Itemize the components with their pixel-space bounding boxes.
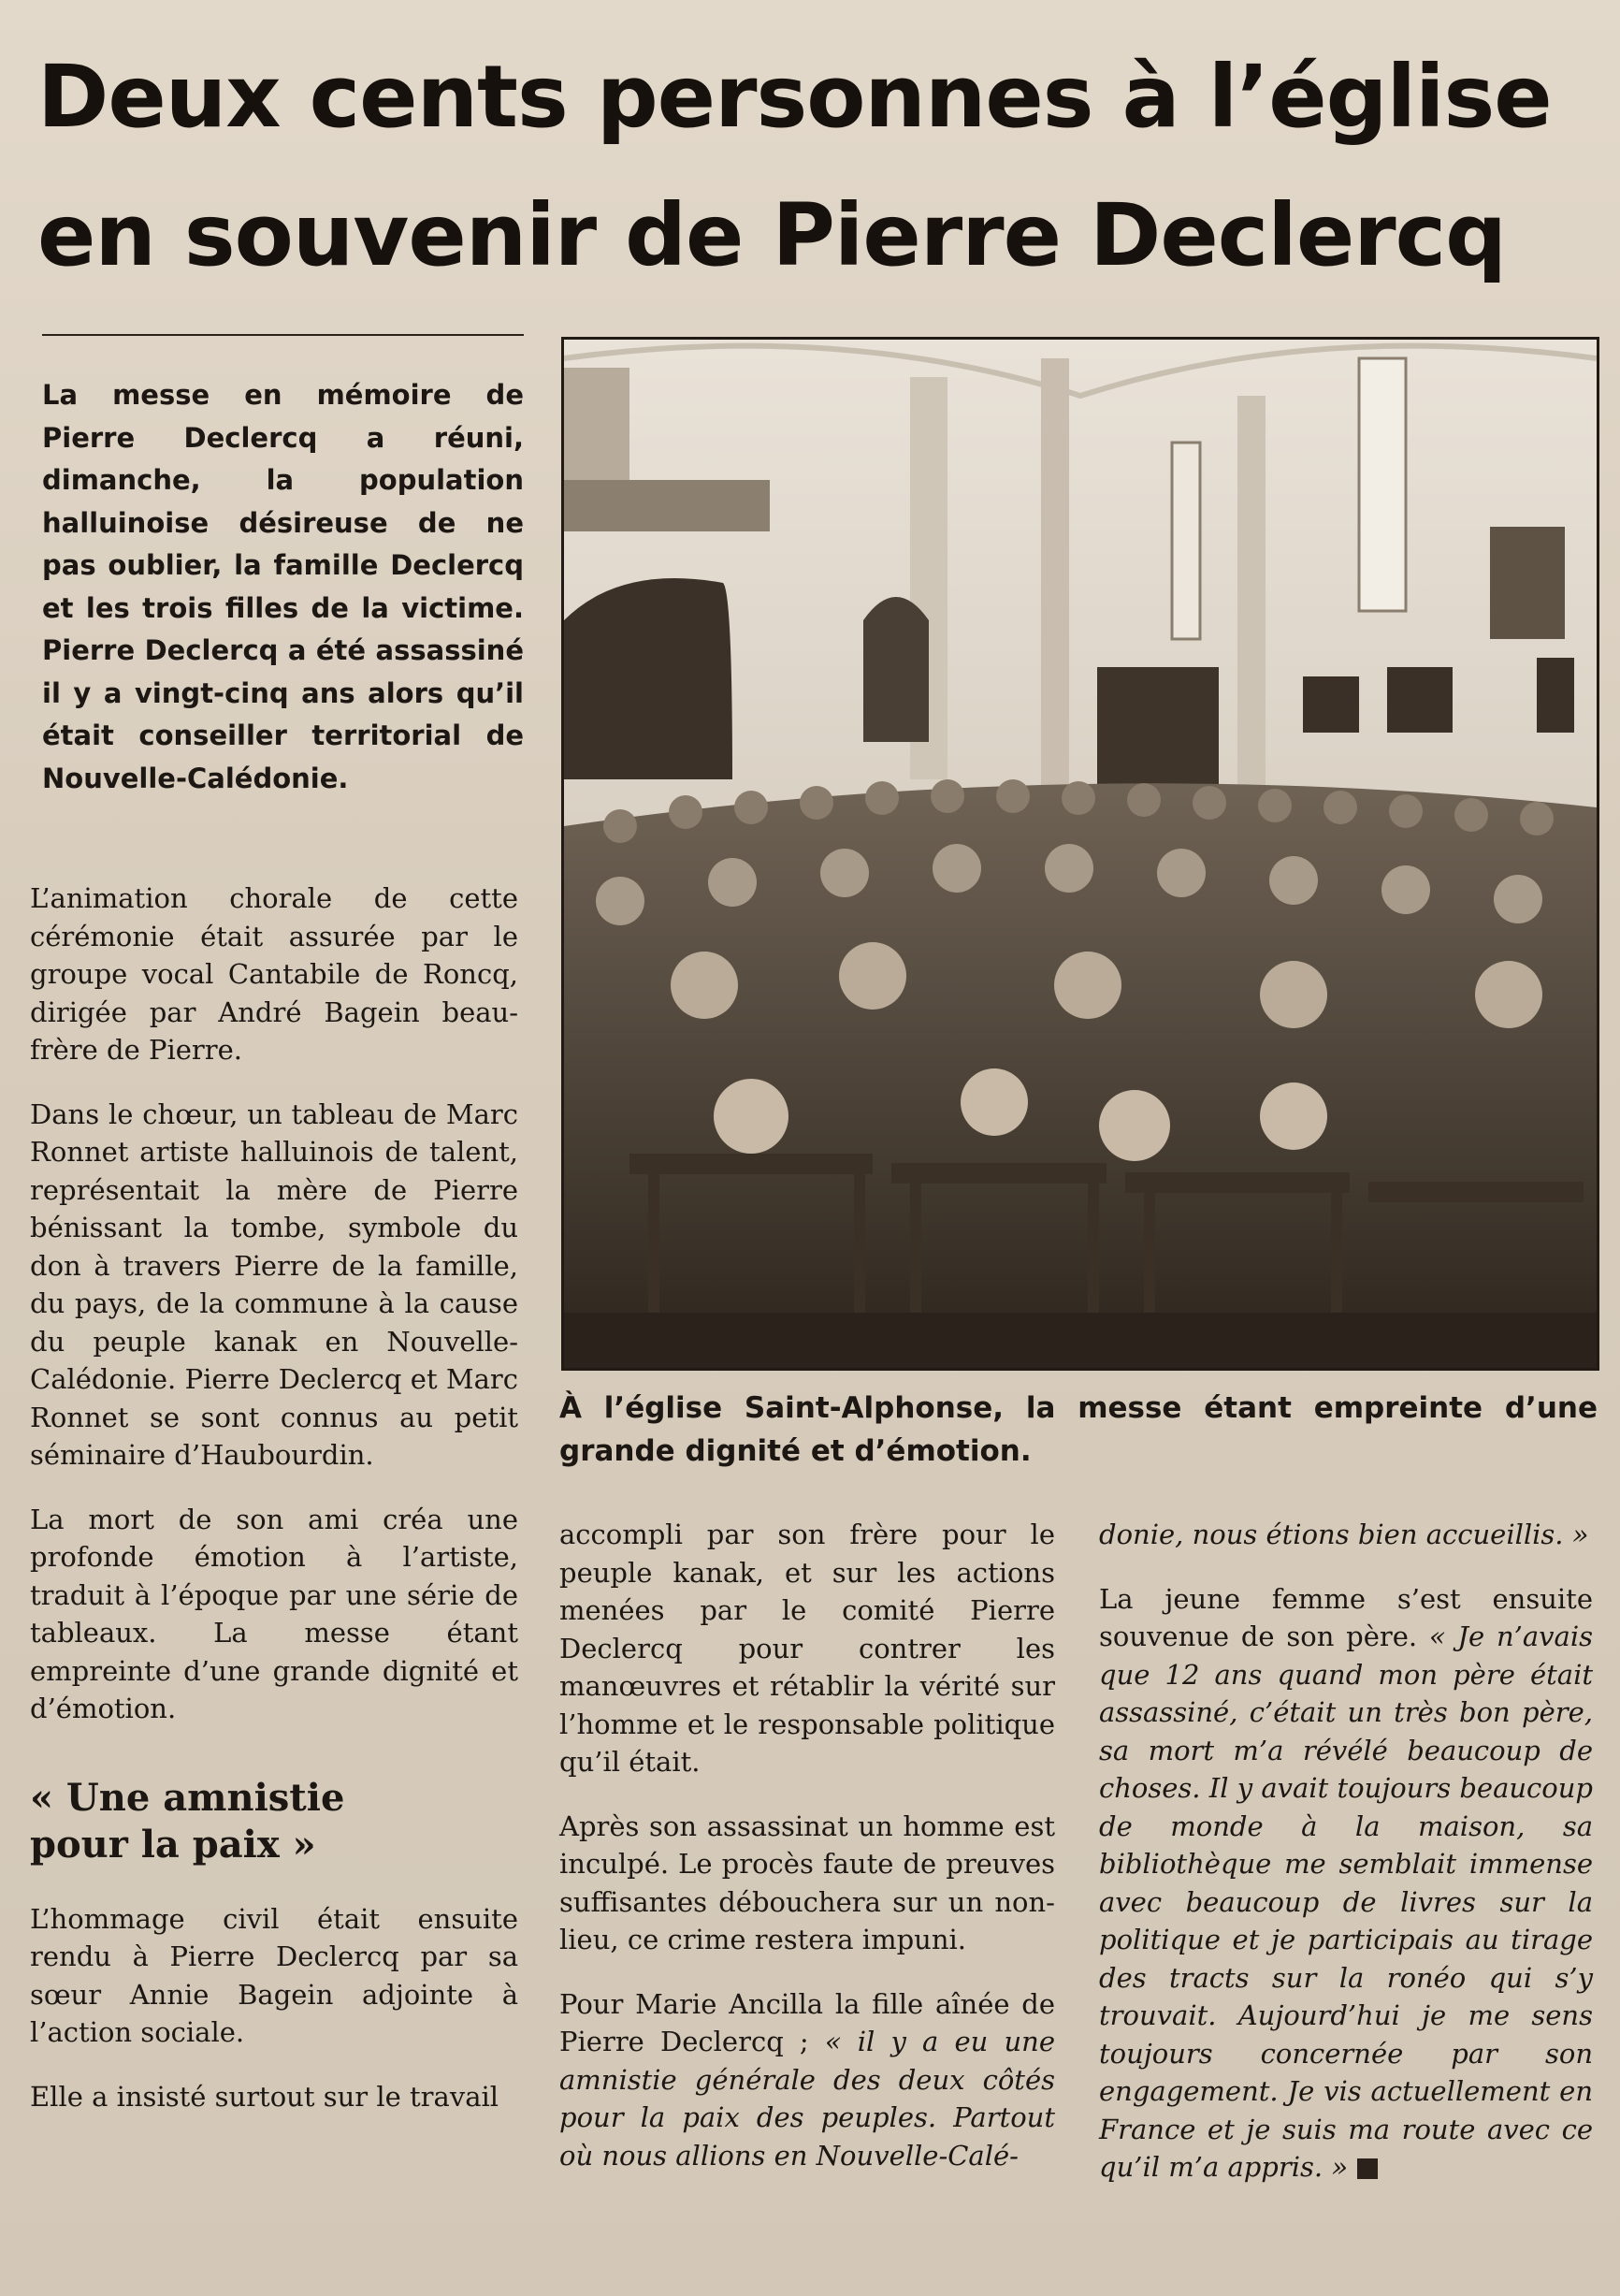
quote-text: donie, nous étions bien accueillis. »	[1099, 1519, 1589, 1550]
article-column-3	[1099, 1516, 1593, 2213]
paragraph	[559, 1985, 1055, 2175]
paragraph: accompli par son frère pour le peuple kanak, et sur les actions menées par le comité Pierre Declercq pour contrer les manœuvres et rétablir la vérité sur l’homme et le responsable politique qu’il était.	[559, 1519, 1055, 1778]
quote-text: « Je n’avais que 12 ans quand mon père était assassiné, c’était un très bon père, sa mort m’a révélé beaucoup de choses. Il y avait toujours beaucoup de monde à la maison, sa bibliothèque me semblait immense avec beaucoup de livres sur la politique et je participais au tirage des tracts sur la ronéo qui s’y trouvait. Aujourd’hui je me sens toujours concernée par son engagement. Je vis actuellement en France et je suis ma route avec ce qu’il m’a appris. »	[1099, 1620, 1594, 2183]
article-column-1	[30, 879, 518, 2142]
quote-text: « il y a eu une amnistie générale des deux côtés pour la paix des peuples. Partout où nous allions en Nouvelle-Calé-	[559, 2026, 1055, 2172]
headline-line-2: en souvenir de Pierre Declercq	[37, 185, 1506, 285]
paragraph: Elle a insisté surtout sur le travail	[30, 2080, 499, 2113]
church-photo	[561, 337, 1599, 1371]
section-subheading: « Une amnistie pour la paix »	[30, 1775, 345, 1867]
paragraph: Dans le chœur, un tableau de Marc Ronnet artiste halluinois de talent, représentait la mère de Pierre bénissant la tombe, symbole du don à travers Pierre de la famille, du pays, de la commune à la cause du peuple kanak en Nouvelle-Calédonie. Pierre Declercq et Marc Ronnet se sont connus au petit séminaire d’Haubourdin.	[30, 1097, 518, 1471]
lead-divider	[42, 334, 524, 336]
headline-line-1: Deux cents personnes à l’église	[37, 47, 1552, 147]
paragraph: L’animation chorale de cette cérémonie était assurée par le groupe vocal Cantabile de Roncq, dirigée par André Bagein beau-frère de Pierre.	[30, 882, 518, 1066]
article-column-2	[559, 1516, 1055, 2201]
article-lead: La messe en mémoire de Pierre Declercq a réuni, dimanche, la population halluinoise désireuse de ne pas oublier, la famille Declercq et les trois filles de la victime. Pierre Declercq a été assassiné il y a vingt-cinq ans alors qu’il était conseiller territorial de Nouvelle-Calédonie.	[42, 379, 524, 794]
paragraph	[1099, 1516, 1593, 1554]
church-congregation-image	[564, 340, 1597, 1368]
photo-caption: À l’église Saint-Alphonse, la messe étant empreinte d’une grande dignité et d’émotion.	[559, 1391, 1598, 1468]
paragraph: La mort de son ami créa une profonde émotion à l’artiste, traduit à l’époque par une série de tableaux. La messe étant empreinte d’une grande dignité et d’émotion.	[30, 1503, 518, 1724]
paragraph: Après son assassinat un homme est inculpé. Le procès faute de preuves suffisantes débouchera sur un non-lieu, ce crime restera impuni.	[559, 1809, 1055, 1955]
article-headline	[37, 28, 1609, 305]
paragraph-text: La jeune femme s’est ensuite souvenue de son père.	[1099, 1582, 1593, 1652]
paragraph	[1099, 1580, 1593, 2187]
paragraph-text: Pour Marie Ancilla la fille aînée de Pierre Declercq ;	[559, 1987, 1055, 2057]
end-of-article-mark	[1357, 2158, 1378, 2179]
paragraph: L’hommage civil était ensuite rendu à Pierre Declercq par sa sœur Annie Bagein adjointe à l’action sociale.	[30, 1902, 518, 2048]
